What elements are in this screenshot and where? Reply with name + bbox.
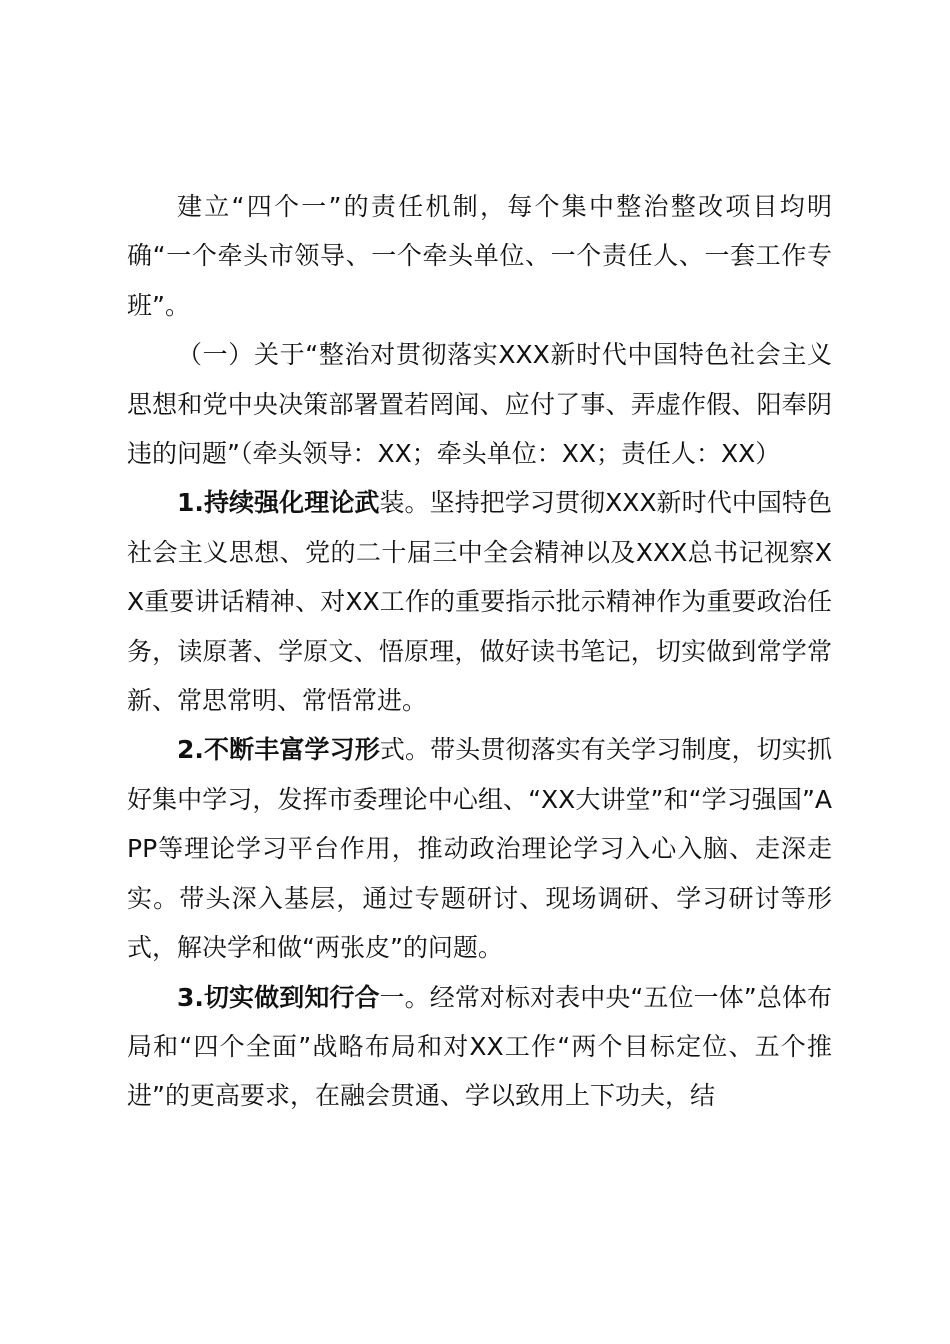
paragraph-text: 建立“四个一”的责任机制，每个集中整治整改项目均明确“一个牵头市领导、一个牵头单位、一个责任人、一套工作专班”。 <box>127 192 832 320</box>
item-2-paragraph <box>127 725 832 972</box>
item-heading: 1.持续强化理论武 <box>177 488 380 518</box>
item-heading: 3.切实做到知行合 <box>177 982 380 1012</box>
item-text: 装。坚持把学习贯彻XXX新时代中国特色社会主义思想、党的二十届三中全会精神以及XXX总书记视察XX重要讲话精神、对XX工作的重要指示批示精神作为重要政治任务，读原著、学原文、悟原理，做好读书笔记，切实做到常学常新、常思常明、常悟常进。 <box>127 488 832 716</box>
document-body <box>127 182 832 1121</box>
item-heading: 2.不断丰富学习形 <box>177 735 380 765</box>
item-1-paragraph <box>127 478 832 725</box>
item-3-paragraph <box>127 973 832 1121</box>
item-text: 一。经常对标对表中央“五位一体”总体布局和“四个全面”战略布局和对XX工作“两个目标定位、五个推进”的更高要求，在融会贯通、学以致用上下功夫，结 <box>127 982 832 1111</box>
paragraph-text: （一）关于“整治对贯彻落实XXX新时代中国特色社会主义思想和党中央决策部署置若罔闻、应付了事、弄虚作假、阳奉阴违的问题”（牵头领导：XX；牵头单位：XX；责任人：XX） <box>127 340 832 469</box>
item-text: 式。带头贯彻落实有关学习制度，切实抓好集中学习，发挥市委理论中心组、“XX大讲堂”和“学习强国”APP等理论学习平台作用，推动政治理论学习入心入脑、走深走实。带头深入基层，通过专题研讨、现场调研、学习研讨等形式，解决学和做“两张皮”的问题。 <box>127 735 832 963</box>
section-heading-one <box>127 330 832 478</box>
paragraph-intro <box>127 182 832 330</box>
